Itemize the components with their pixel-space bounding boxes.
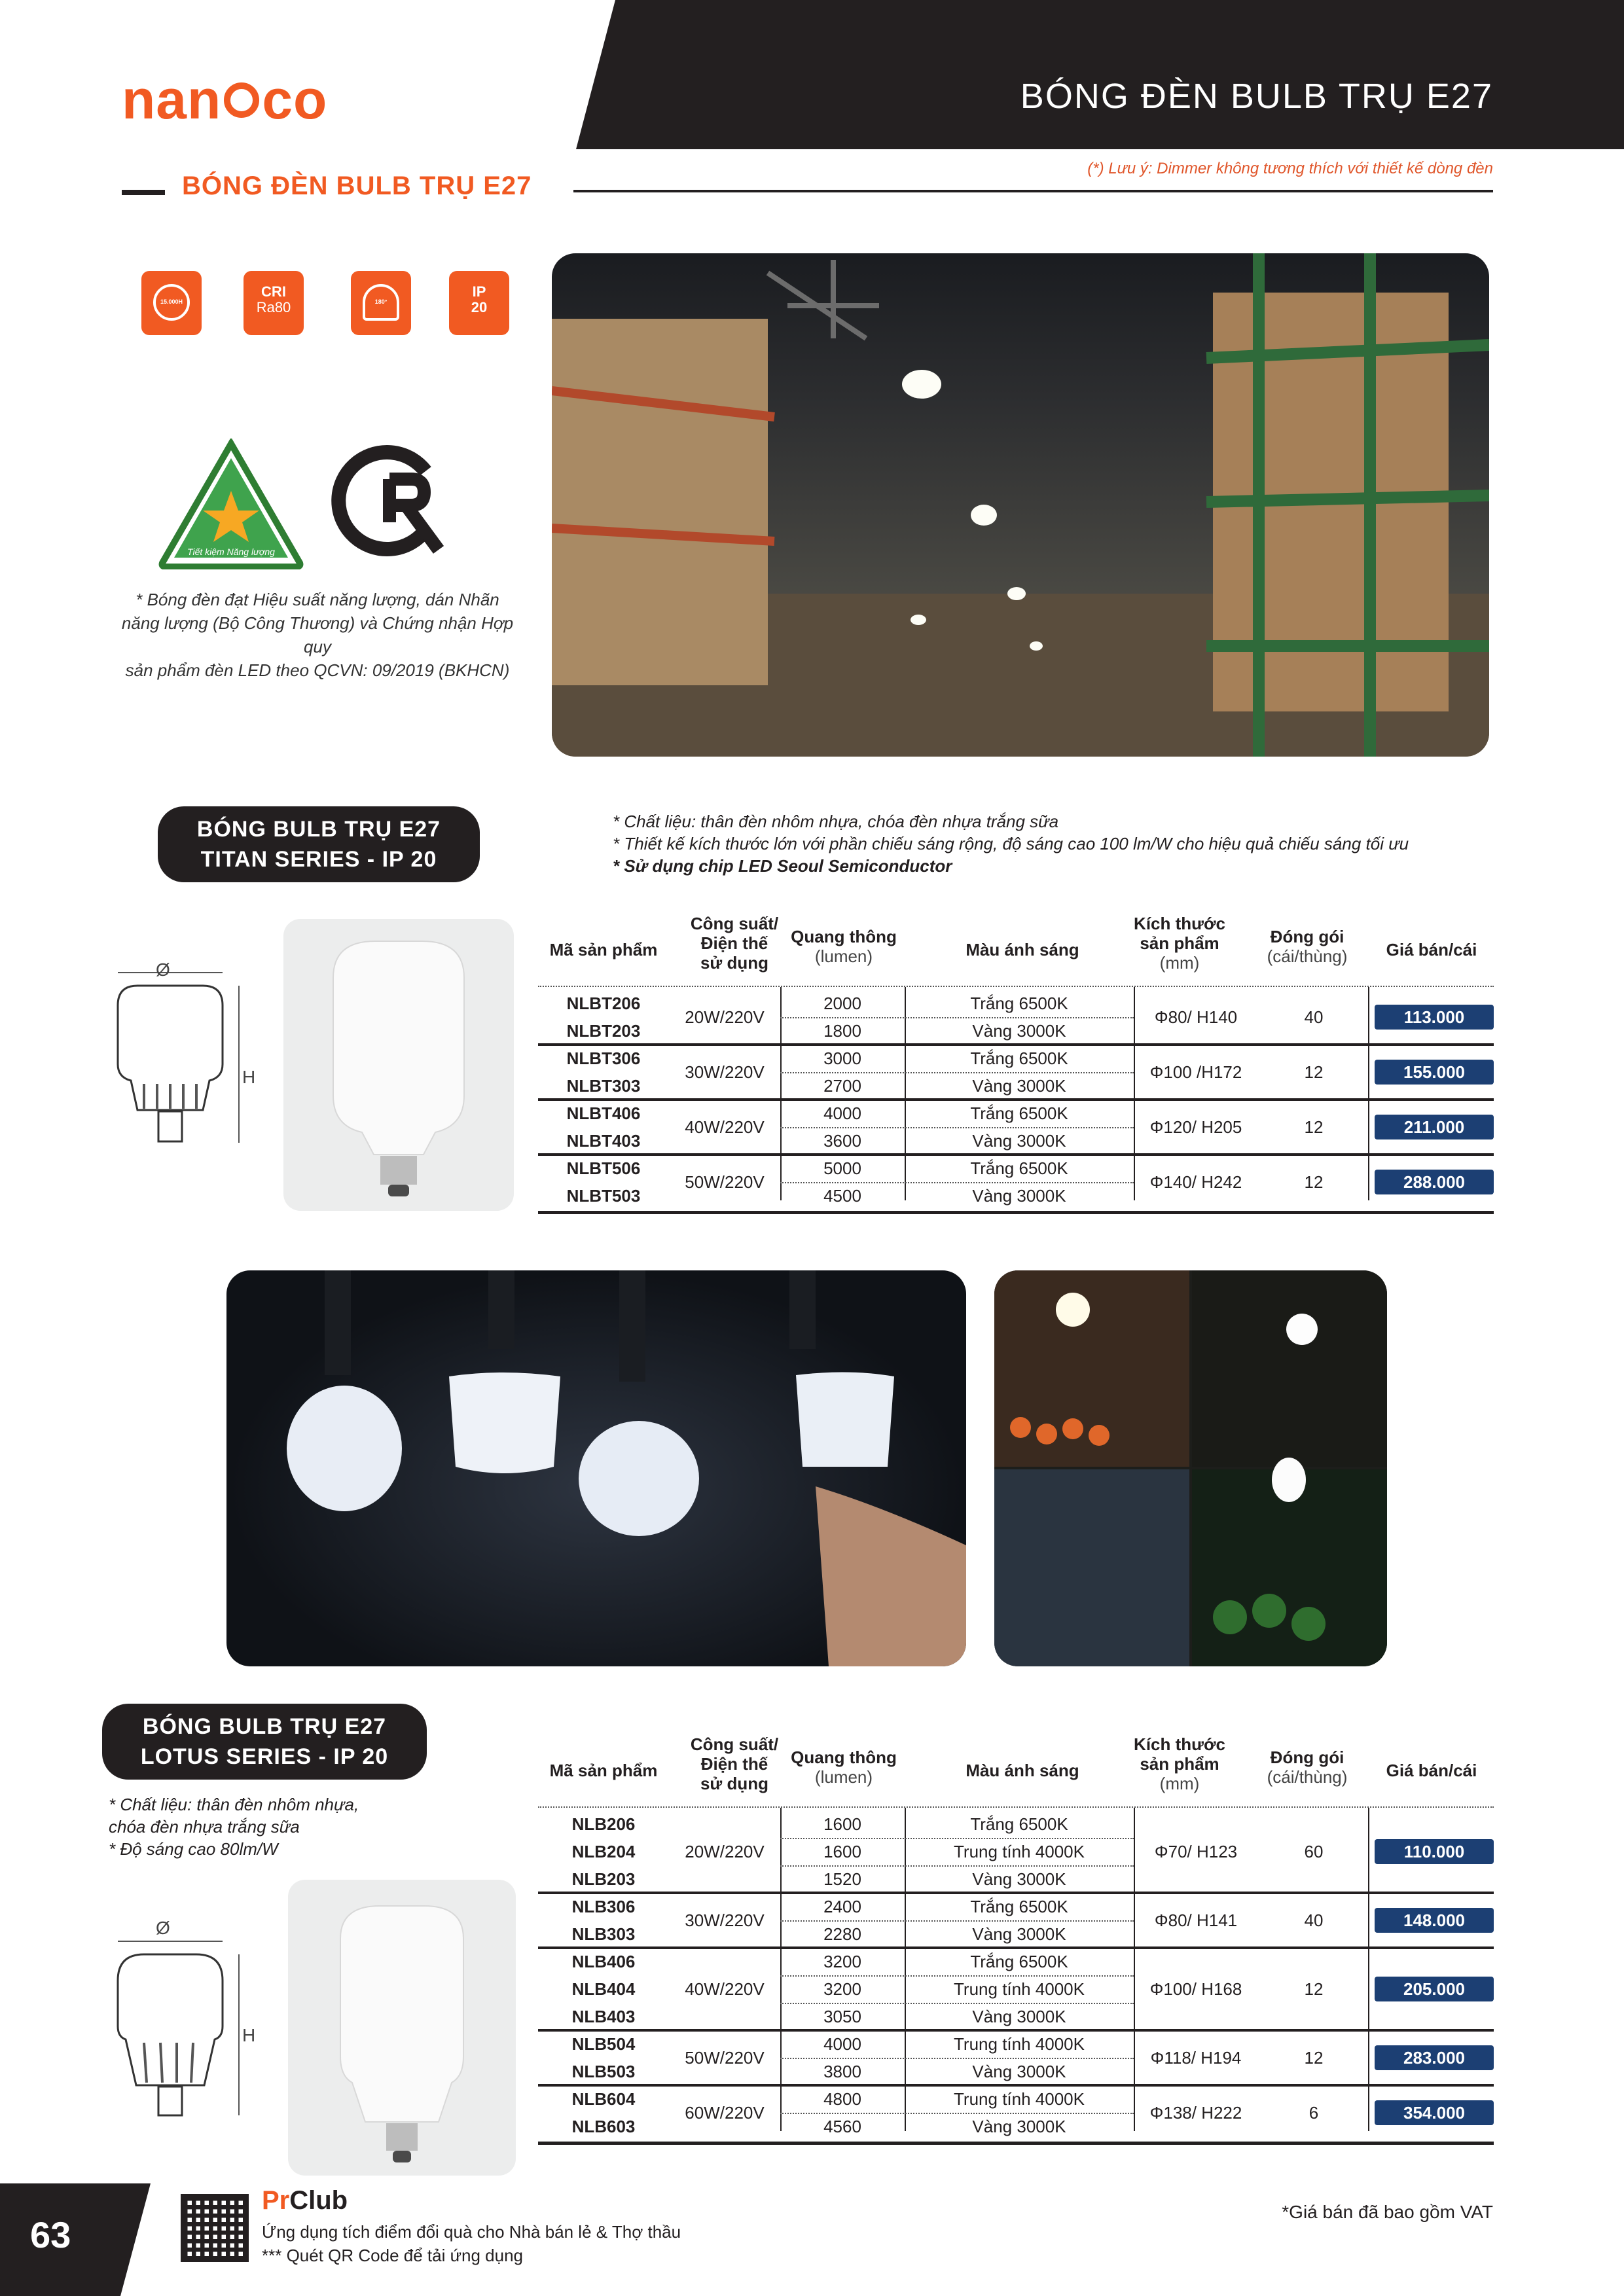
footer-band xyxy=(0,2183,151,2296)
dimmer-note: (*) Lưu ý: Dimmer không tương thích với thiết kế dòng đèn xyxy=(1087,160,1493,177)
light-color: Vàng 3000K xyxy=(972,2117,1066,2136)
size-value: Φ70/ H123 xyxy=(1154,1842,1238,1861)
lumen-value: 3600 xyxy=(823,1131,861,1151)
lumen-value: 4500 xyxy=(823,1186,861,1206)
titan-height-label: H xyxy=(242,1067,256,1087)
light-color: Trung tính 4000K xyxy=(954,2034,1085,2054)
lotus-diameter-label: Ø xyxy=(156,1918,170,1938)
pack-value: 12 xyxy=(1304,1172,1324,1192)
lotus-bulb-image xyxy=(288,1880,516,2176)
power-value: 50W/220V xyxy=(685,2048,765,2068)
titan-series-pill: BÓNG BULB TRỤ E27 TITAN SERIES - IP 20 xyxy=(158,806,480,882)
light-color: Vàng 3000K xyxy=(972,1869,1066,1889)
power-value: 40W/220V xyxy=(685,1979,765,1999)
lumen-value: 2280 xyxy=(823,1924,861,1944)
lumen-value: 2000 xyxy=(823,994,861,1013)
lumen-value: 4000 xyxy=(823,2034,861,2054)
product-code: NLBT506 xyxy=(566,1158,641,1178)
product-code: NLBT306 xyxy=(566,1049,641,1068)
lumen-value: 3800 xyxy=(823,2062,861,2081)
pack-value: 12 xyxy=(1304,1979,1324,1999)
table-bottom-rule xyxy=(538,2142,1494,2145)
size-value: Φ138/ H222 xyxy=(1149,2103,1242,2123)
light-color: Trắng 6500K xyxy=(970,1814,1068,1834)
cri-icon: CRI Ra80 xyxy=(244,271,304,335)
lifetime-clock-icon: 15.000H xyxy=(141,271,202,335)
light-color: Trung tính 4000K xyxy=(954,1842,1085,1861)
product-code: NLB603 xyxy=(571,2117,636,2136)
titan-notes: * Chất liệu: thân đèn nhôm nhựa, chóa đèn nhựa trắng sữa * Thiết kế kích thước lớn với phần chiếu sáng rộng, độ sáng cao 100 lm/W cho hiệu quả chiếu sáng tối ưu * Sử dụng chip LED Seoul Semiconductor xyxy=(613,812,1409,876)
price-value: 211.000 xyxy=(1375,1115,1494,1139)
price-value: 354.000 xyxy=(1375,2100,1494,2125)
product-code: NLB403 xyxy=(571,2007,636,2026)
header-title: BÓNG ĐÈN BULB TRỤ E27 xyxy=(1020,77,1493,116)
lumen-value: 1600 xyxy=(823,1814,861,1834)
lumen-value: 3200 xyxy=(823,1979,861,1999)
svg-text:Tiết kiệm Năng lượng: Tiết kiệm Năng lượng xyxy=(187,547,275,557)
product-code: NLBT303 xyxy=(566,1076,641,1096)
col-price-header: Giá bán/cái xyxy=(1386,940,1477,960)
product-code: NLBT503 xyxy=(566,1186,641,1206)
col-lumen-header: Quang thông (lumen) xyxy=(791,927,897,966)
product-code: NLBT203 xyxy=(566,1021,641,1041)
qr-code-icon[interactable] xyxy=(181,2194,249,2262)
light-color: Vàng 3000K xyxy=(972,1076,1066,1096)
lumen-value: 3050 xyxy=(823,2007,861,2026)
col-color-header: Màu ánh sáng xyxy=(965,1761,1079,1780)
size-value: Φ80/ H141 xyxy=(1154,1910,1238,1930)
power-value: 40W/220V xyxy=(685,1117,765,1137)
price-value: 148.000 xyxy=(1375,1908,1494,1933)
light-color: Trắng 6500K xyxy=(970,1103,1068,1123)
power-value: 30W/220V xyxy=(685,1910,765,1930)
light-color: Trắng 6500K xyxy=(970,1952,1068,1971)
pack-value: 12 xyxy=(1304,1062,1324,1082)
section-rule-right xyxy=(573,190,1493,192)
pack-value: 60 xyxy=(1304,1842,1324,1861)
beam-angle-icon: 180° xyxy=(351,271,411,335)
light-color: Vàng 3000K xyxy=(972,2062,1066,2081)
product-code: NLB204 xyxy=(571,1842,636,1861)
warehouse-photo xyxy=(552,253,1489,757)
page-number: 63 xyxy=(30,2214,71,2255)
light-color: Vàng 3000K xyxy=(972,1131,1066,1151)
pack-value: 40 xyxy=(1304,1910,1324,1930)
col-power-header: Công suất/ Điện thế sử dụng xyxy=(690,914,779,973)
product-code: NLB604 xyxy=(571,2089,636,2109)
light-color: Trắng 6500K xyxy=(970,1049,1068,1068)
conformity-cr-mark-icon xyxy=(327,439,452,563)
power-value: 30W/220V xyxy=(685,1062,765,1082)
lumen-value: 3200 xyxy=(823,1952,861,1971)
price-value: 155.000 xyxy=(1375,1060,1494,1085)
light-color: Trắng 6500K xyxy=(970,1897,1068,1916)
product-code: NLB206 xyxy=(571,1814,636,1834)
certification-caption: * Bóng đèn đạt Hiệu suất năng lượng, dán Nhãn năng lượng (Bộ Công Thương) và Chứng nhận Hợp quy sản phẩm đèn LED theo QCVN: 09/2019 (BKHCN) xyxy=(121,590,514,680)
product-code: NLB203 xyxy=(571,1869,636,1889)
energy-saving-label-icon xyxy=(157,439,305,569)
col-price-header: Giá bán/cái xyxy=(1386,1761,1477,1780)
col-pack-header: Đóng gói (cái/thùng) xyxy=(1267,927,1348,966)
size-value: Φ118/ H194 xyxy=(1150,2048,1242,2068)
lumen-value: 3000 xyxy=(823,1049,861,1068)
price-value: 110.000 xyxy=(1375,1839,1494,1864)
product-code: NLBT403 xyxy=(566,1131,641,1151)
lotus-notes: * Chất liệu: thân đèn nhôm nhựa, chóa đèn nhựa trắng sữa * Độ sáng cao 80lm/W xyxy=(109,1795,359,1859)
pack-value: 6 xyxy=(1308,2103,1319,2123)
titan-diameter-label: Ø xyxy=(156,960,170,980)
lumen-value: 5000 xyxy=(823,1158,861,1178)
light-color: Trung tính 4000K xyxy=(954,1979,1085,1999)
light-color: Trắng 6500K xyxy=(970,994,1068,1013)
pack-value: 12 xyxy=(1304,2048,1324,2068)
logo-o-icon xyxy=(224,82,259,118)
lotus-price-table xyxy=(538,1728,1494,2147)
size-value: Φ100/ H168 xyxy=(1149,1979,1242,1999)
price-value: 205.000 xyxy=(1375,1977,1494,2001)
light-color: Vàng 3000K xyxy=(972,2007,1066,2026)
size-value: Φ80/ H140 xyxy=(1154,1007,1238,1027)
pack-value: 12 xyxy=(1304,1117,1324,1137)
product-code: NLBT206 xyxy=(566,994,641,1013)
size-value: Φ120/ H205 xyxy=(1149,1117,1242,1137)
price-value: 113.000 xyxy=(1375,1005,1494,1030)
lumen-value: 2400 xyxy=(823,1897,861,1916)
light-color: Vàng 3000K xyxy=(972,1186,1066,1206)
col-size-header: Kích thước sản phẩm (mm) xyxy=(1134,914,1225,973)
usage-collage-photo xyxy=(994,1270,1387,1666)
product-code: NLB306 xyxy=(571,1897,636,1916)
lumen-value: 1520 xyxy=(823,1869,861,1889)
power-value: 50W/220V xyxy=(685,1172,765,1192)
titan-dimension-drawing xyxy=(105,960,275,1169)
product-code: NLB504 xyxy=(571,2034,636,2054)
titan-bulb-image xyxy=(283,919,514,1211)
power-value: 20W/220V xyxy=(685,1842,765,1861)
size-value: Φ100 /H172 xyxy=(1149,1062,1242,1082)
price-value: 283.000 xyxy=(1375,2045,1494,2070)
section-title: BÓNG ĐÈN BULB TRỤ E27 xyxy=(182,171,532,200)
lotus-series-pill: BÓNG BULB TRỤ E27 LOTUS SERIES - IP 20 xyxy=(102,1704,427,1780)
vat-note: *Giá bán đã bao gồm VAT xyxy=(1282,2202,1493,2222)
col-power-header: Công suất/ Điện thế sử dụng xyxy=(690,1734,779,1793)
col-code-header: Mã sản phẩm xyxy=(549,1761,658,1780)
col-size-header: Kích thước sản phẩm (mm) xyxy=(1134,1734,1225,1793)
light-color: Vàng 3000K xyxy=(972,1021,1066,1041)
product-code: NLB503 xyxy=(571,2062,636,2081)
lumen-value: 4800 xyxy=(823,2089,861,2109)
proclub-logo: PrClub xyxy=(262,2186,348,2215)
power-value: 20W/220V xyxy=(685,1007,765,1027)
col-lumen-header: Quang thông (lumen) xyxy=(791,1748,897,1787)
power-value: 60W/220V xyxy=(685,2103,765,2123)
product-code: NLBT406 xyxy=(566,1103,641,1123)
proclub-description: Ứng dụng tích điểm đổi quà cho Nhà bán lẻ & Thợ thầu *** Quét QR Code để tải ứng dụng xyxy=(262,2222,681,2265)
light-color: Trắng 6500K xyxy=(970,1158,1068,1178)
section-rule-left xyxy=(122,190,165,195)
product-code: NLB404 xyxy=(571,1979,636,1999)
table-bottom-rule xyxy=(538,1211,1494,1214)
bulbs-demo-photo xyxy=(226,1270,966,1666)
lumen-value: 2700 xyxy=(823,1076,861,1096)
product-code: NLB303 xyxy=(571,1924,636,1944)
col-pack-header: Đóng gói (cái/thùng) xyxy=(1267,1748,1348,1787)
product-code: NLB406 xyxy=(571,1952,636,1971)
lumen-value: 1600 xyxy=(823,1842,861,1861)
lumen-value: 1800 xyxy=(823,1021,861,1041)
brand-logo: nan co xyxy=(122,69,328,130)
lumen-value: 4000 xyxy=(823,1103,861,1123)
col-code-header: Mã sản phẩm xyxy=(549,940,658,960)
lotus-height-label: H xyxy=(242,2025,256,2045)
pack-value: 40 xyxy=(1304,1007,1324,1027)
col-color-header: Màu ánh sáng xyxy=(965,940,1079,960)
header-band xyxy=(576,0,1624,149)
light-color: Trung tính 4000K xyxy=(954,2089,1085,2109)
titan-price-table xyxy=(538,907,1494,1215)
light-color: Vàng 3000K xyxy=(972,1924,1066,1944)
size-value: Φ140/ H242 xyxy=(1149,1172,1242,1192)
lumen-value: 4560 xyxy=(823,2117,861,2136)
price-value: 288.000 xyxy=(1375,1170,1494,1194)
ip-rating-icon: IP 20 xyxy=(449,271,509,335)
